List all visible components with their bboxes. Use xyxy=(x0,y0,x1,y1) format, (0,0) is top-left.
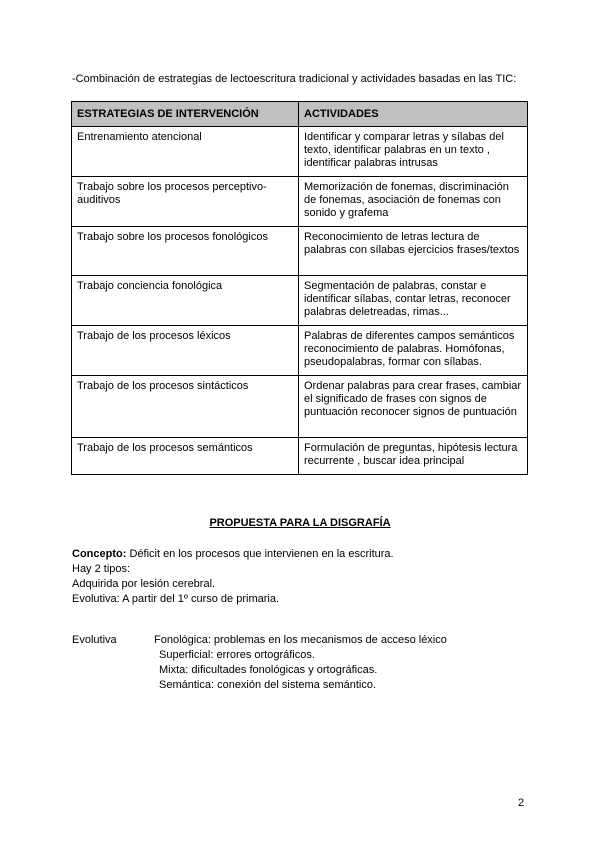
evolutiva-item: Mixta: dificultades fonológicas y ortográficas. xyxy=(159,664,378,676)
table-row xyxy=(72,227,528,276)
concept-block xyxy=(72,547,542,607)
types-line: Hay 2 tipos: xyxy=(72,563,131,575)
activity-cell: Palabras de diferentes campos semánticos reconocimiento de palabras. Homófonas, pseudopalabras, formar con sílabas. xyxy=(299,326,528,376)
activity-cell: Segmentación de palabras, constar e identificar sílabas, contar letras, reconocer palabras deletreadas, rimas... xyxy=(299,276,528,326)
evolutiva-row xyxy=(72,648,542,663)
strategies-table xyxy=(71,101,528,475)
strategy-cell: Trabajo sobre los procesos fonológicos xyxy=(72,227,299,276)
evolutiva-item: Superficial: errores ortográficos. xyxy=(159,649,315,661)
evolutive-line: Evolutiva: A partir del 1º curso de primaria. xyxy=(72,593,280,605)
concept-definition: Déficit en los procesos que intervienen en la escritura. xyxy=(126,548,394,560)
evolutiva-item: Fonológica: problemas en los mecanismos de acceso léxico xyxy=(154,634,447,646)
strategy-cell: Trabajo de los procesos sintácticos xyxy=(72,376,299,438)
table-row xyxy=(72,127,528,177)
header-activities: ACTIVIDADES xyxy=(299,102,528,127)
intro-text: -Combinación de estrategias de lectoescritura tradicional y actividades basadas en las TIC: xyxy=(72,73,517,85)
concept-line xyxy=(72,547,542,562)
table-row xyxy=(72,438,528,475)
section-title: PROPUESTA PARA LA DISGRAFÍA xyxy=(209,517,391,529)
acquired-line: Adquirida por lesión cerebral. xyxy=(72,578,216,590)
table-row xyxy=(72,276,528,326)
activity-cell: Identificar y comparar letras y sílabas del texto, identificar palabras en un texto , identificar palabras intrusas xyxy=(299,127,528,177)
evolutiva-block xyxy=(72,633,542,693)
table-row xyxy=(72,326,528,376)
evolutiva-row xyxy=(72,678,542,693)
table-row xyxy=(72,376,528,438)
strategy-cell: Entrenamiento atencional xyxy=(72,127,299,177)
evolutiva-row xyxy=(72,633,542,648)
table-header-row xyxy=(72,102,528,127)
concept-label: Concepto: xyxy=(72,548,127,560)
evolutiva-row xyxy=(72,663,542,678)
strategy-cell: Trabajo conciencia fonológica xyxy=(72,276,299,326)
activity-cell: Ordenar palabras para crear frases, cambiar el significado de frases con signos de puntuación reconocer signos de puntuación xyxy=(299,376,528,438)
evolutiva-item: Semántica: conexión del sistema semántico. xyxy=(159,679,377,691)
page-number: 2 xyxy=(518,797,525,809)
strategy-cell: Trabajo de los procesos semánticos xyxy=(72,438,299,475)
strategy-cell: Trabajo sobre los procesos perceptivo-auditivos xyxy=(72,177,299,227)
evolutiva-label: Evolutiva xyxy=(72,634,117,646)
activity-cell: Reconocimiento de letras lectura de palabras con sílabas ejercicios frases/textos xyxy=(299,227,528,276)
table-row xyxy=(72,177,528,227)
strategy-cell: Trabajo de los procesos léxicos xyxy=(72,326,299,376)
header-strategies: ESTRATEGIAS DE INTERVENCIÓN xyxy=(72,102,299,127)
activity-cell: Memorización de fonemas, discriminación de fonemas, asociación de fonemas con sonido y grafema xyxy=(299,177,528,227)
activity-cell: Formulación de preguntas, hipótesis lectura recurrente , buscar idea principal xyxy=(299,438,528,475)
